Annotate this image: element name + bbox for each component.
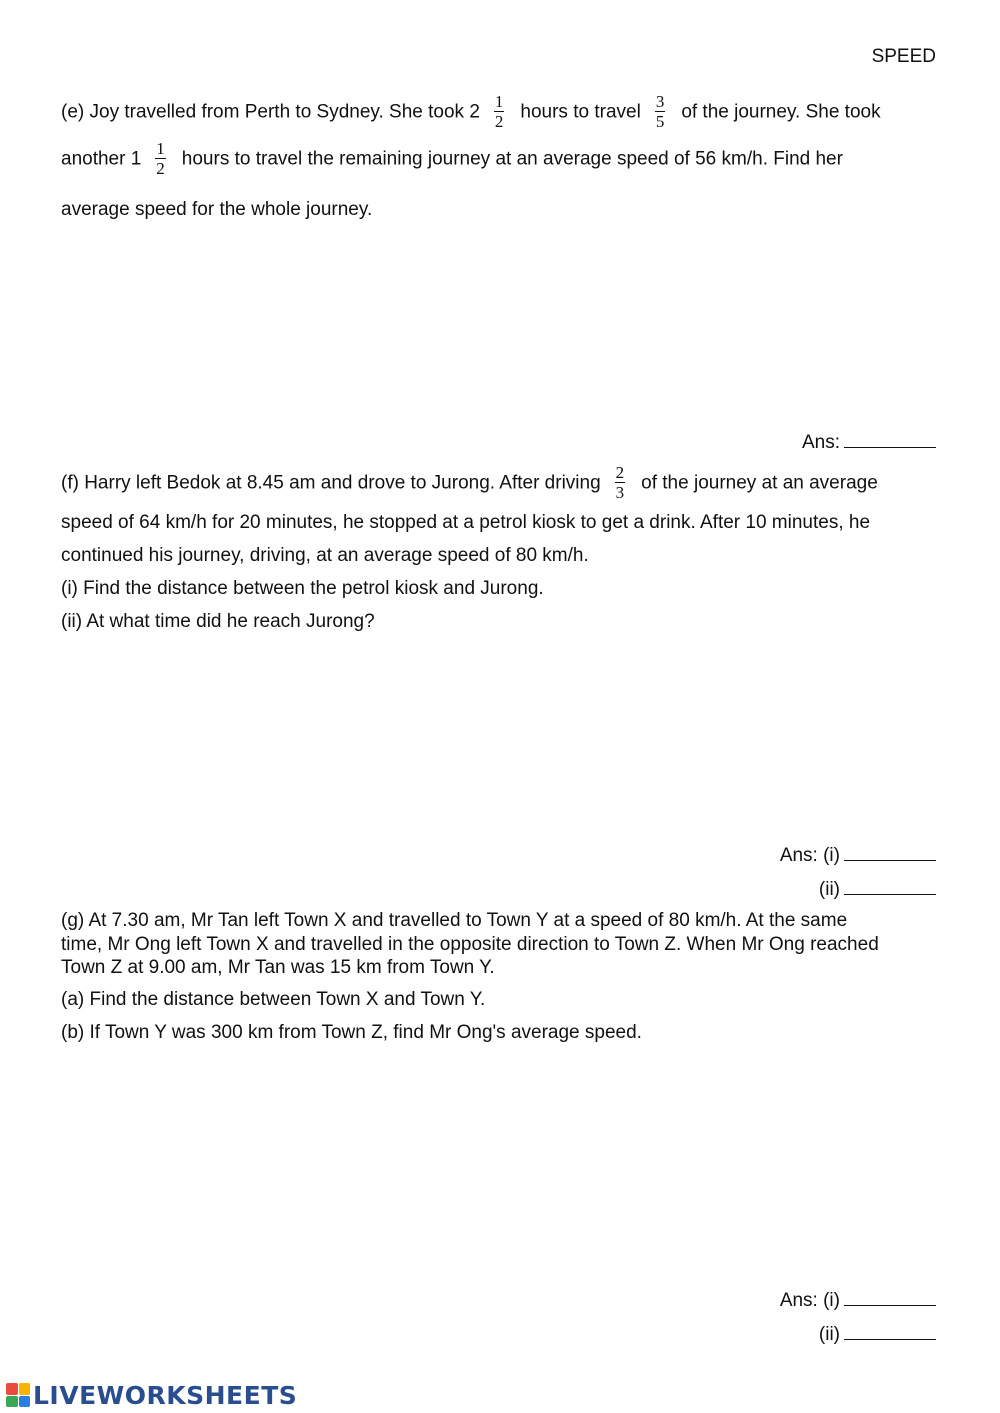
fraction-numerator: 2 — [615, 463, 625, 482]
liveworksheets-logo[interactable] — [6, 1380, 297, 1410]
fraction-denominator: 3 — [615, 483, 625, 502]
fraction-denominator: 2 — [156, 159, 165, 178]
question-f-part-ii: (ii) At what time did he reach Jurong? — [61, 611, 375, 632]
answer-label: (ii) — [818, 1324, 840, 1345]
question-g-line-1: (g) At 7.30 am, Mr Tan left Town X and travelled to Town Y at a speed of 80 km/h. At the same — [61, 910, 848, 931]
fraction-denominator: 5 — [655, 112, 665, 131]
fraction-numerator: 1 — [494, 92, 504, 111]
answer-blank[interactable] — [844, 844, 936, 861]
answer-label: (ii) — [818, 879, 840, 900]
answer-g-i — [780, 1289, 936, 1312]
fraction-one-half — [494, 92, 505, 131]
logo-badge-icon — [6, 1383, 30, 1407]
question-e-text-1c: of the journey. She took — [681, 101, 881, 123]
question-f-line-2: speed of 64 km/h for 20 minutes, he stopped at a petrol kiosk to get a drink. After 10 minutes, he — [61, 512, 871, 533]
answer-blank[interactable] — [844, 878, 936, 895]
fraction-three-fifths — [655, 92, 666, 131]
question-f-line-1 — [61, 464, 878, 503]
badge-square — [19, 1396, 31, 1408]
badge-square — [19, 1383, 31, 1395]
question-f-line-3: continued his journey, driving, at an average speed of 80 km/h. — [61, 545, 589, 566]
question-e-line-2 — [61, 140, 843, 179]
answer-e — [802, 431, 936, 454]
question-g-part-b: (b) If Town Y was 300 km from Town Z, find Mr Ong's average speed. — [61, 1022, 642, 1043]
question-e-line-1 — [61, 93, 881, 132]
page-title: SPEED — [871, 46, 936, 67]
question-f-part-i: (i) Find the distance between the petrol kiosk and Jurong. — [61, 578, 544, 599]
question-e-text-2a: another 1 — [61, 148, 142, 170]
answer-f-ii — [819, 878, 936, 901]
answer-f-i — [780, 844, 936, 867]
fraction-denominator: 2 — [494, 112, 504, 131]
badge-square — [6, 1396, 18, 1408]
fraction-numerator: 1 — [156, 139, 165, 158]
answer-label: Ans: (i) — [779, 1290, 840, 1311]
logo-text: LIVEWORKSHEETS — [33, 1380, 298, 1410]
fraction-one-half — [155, 139, 166, 178]
badge-square — [6, 1383, 18, 1395]
fraction-two-thirds — [615, 463, 626, 502]
answer-label: Ans: (i) — [779, 845, 840, 866]
answer-g-ii — [819, 1323, 936, 1346]
question-f-text-1a: (f) Harry left Bedok at 8.45 am and drove to Jurong. After driving — [61, 472, 601, 494]
question-g-line-2: time, Mr Ong left Town X and travelled in the opposite direction to Town Z. When Mr Ong reached — [61, 934, 879, 955]
answer-blank[interactable] — [844, 1289, 936, 1306]
question-e-text-2b: hours to travel the remaining journey at an average speed of 56 km/h. Find her — [181, 148, 843, 170]
question-g-line-3: Town Z at 9.00 am, Mr Tan was 15 km from Town Y. — [61, 957, 495, 978]
question-f-text-1b: of the journey at an average — [641, 472, 878, 494]
answer-blank[interactable] — [844, 1323, 936, 1340]
question-e-line-3: average speed for the whole journey. — [61, 199, 373, 220]
answer-label: Ans: — [801, 432, 840, 453]
question-g-part-a: (a) Find the distance between Town X and Town Y. — [61, 989, 486, 1010]
answer-blank[interactable] — [844, 431, 936, 448]
question-e-text-1a: (e) Joy travelled from Perth to Sydney. She took 2 — [61, 101, 480, 123]
fraction-numerator: 3 — [655, 92, 665, 111]
question-e-text-1b: hours to travel — [520, 101, 641, 123]
